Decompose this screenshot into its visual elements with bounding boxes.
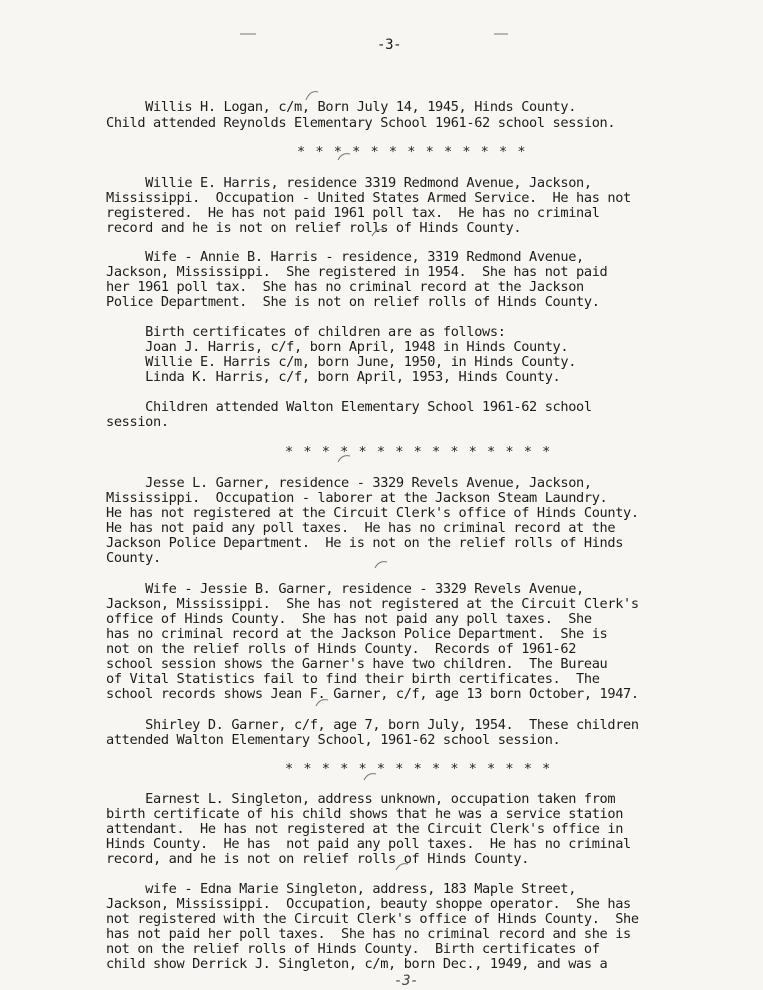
- text-line: Mississippi. Occupation - laborer at the Jackson Steam Laundry.: [106, 490, 608, 506]
- text-line: school session shows the Garner's have two children. The Bureau: [106, 656, 608, 672]
- text-line: He has not registered at the Circuit Clerk's office of Hinds County.: [106, 505, 639, 521]
- text-line: Jackson, Mississippi. She registered in 1954. She has not paid: [106, 264, 608, 280]
- separator-stars: * * * * * * * * * * * * * * *: [285, 444, 552, 460]
- text-line: Shirley D. Garner, c/f, age 7, born July, 1954. These children: [106, 717, 639, 733]
- text-line: Jackson, Mississippi. Occupation, beauty shoppe operator. She has: [106, 896, 631, 912]
- text-line: Jesse L. Garner, residence - 3329 Revels Avenue, Jackson,: [106, 475, 592, 491]
- text-line: Willie E. Harris c/m, born June, 1950, in Hinds County.: [106, 354, 577, 370]
- text-line: not registered with the Circuit Clerk's office of Hinds County. She: [106, 911, 639, 927]
- text-line: Mississippi. Occupation - United States Armed Service. He has not: [106, 190, 631, 206]
- text-line: record and he is not on relief rolls of Hinds County.: [106, 220, 522, 236]
- text-line: record, and he is not on relief rolls of Hinds County.: [106, 851, 530, 867]
- text-line: Police Department. She is not on relief rolls of Hinds County.: [106, 294, 600, 310]
- text-line: school records shows Jean F. Garner, c/f, age 13 born October, 1947.: [106, 686, 639, 702]
- text-line: Jackson, Mississippi. She has not registered at the Circuit Clerk's: [106, 596, 639, 612]
- page-number-top: -3-: [377, 37, 402, 53]
- text-line: registered. He has not paid 1961 poll tax. He has no criminal: [106, 205, 600, 221]
- text-line: not on the relief rolls of Hinds County. Birth certificates of: [106, 941, 600, 957]
- text-line: Hinds County. He has not paid any poll taxes. He has no criminal: [106, 836, 631, 852]
- text-line: Children attended Walton Elementary School 1961-62 school: [106, 399, 592, 415]
- text-line: Birth certificates of children are as follows:: [106, 324, 506, 340]
- text-line: Willis H. Logan, c/m, Born July 14, 1945, Hinds County.: [106, 99, 577, 115]
- text-line: of Vital Statistics fail to find their birth certificates. The: [106, 671, 600, 687]
- text-line: Wife - Annie B. Harris - residence, 3319 Redmond Avenue,: [106, 249, 584, 265]
- page-number-bottom: -3-: [394, 973, 419, 989]
- text-line: attendant. He has not registered at the Circuit Clerk's office in: [106, 821, 624, 837]
- text-line: child show Derrick J. Singleton, c/m, born Dec., 1949, and was a: [106, 956, 608, 972]
- text-line: Wife - Jessie B. Garner, residence - 3329 Revels Avenue,: [106, 581, 584, 597]
- text-line: her 1961 poll tax. She has no criminal record at the Jackson: [106, 279, 584, 295]
- text-line: County.: [106, 550, 161, 566]
- separator-stars: * * * * * * * * * * * * * * *: [285, 761, 552, 777]
- text-line: office of Hinds County. She has not paid any poll taxes. She: [106, 611, 592, 627]
- text-line: session.: [106, 414, 169, 430]
- text-line: Linda K. Harris, c/f, born April, 1953, Hinds County.: [106, 369, 561, 385]
- text-line: attended Walton Elementary School, 1961-62 school session.: [106, 732, 561, 748]
- text-line: Earnest L. Singleton, address unknown, occupation taken from: [106, 791, 616, 807]
- text-line: has no criminal record at the Jackson Police Department. She is: [106, 626, 608, 642]
- text-line: Willie E. Harris, residence 3319 Redmond Avenue, Jackson,: [106, 175, 592, 191]
- separator-stars: * * * * * * * * * * * * *: [297, 144, 527, 160]
- text-line: Child attended Reynolds Elementary School 1961-62 school session.: [106, 115, 616, 131]
- text-line: Joan J. Harris, c/f, born April, 1948 in Hinds County.: [106, 339, 569, 355]
- text-line: birth certificate of his child shows that he was a service station: [106, 806, 624, 822]
- text-line: not on the relief rolls of Hinds County. Records of 1961-62: [106, 641, 577, 657]
- text-line: Jackson Police Department. He is not on the relief rolls of Hinds: [106, 535, 624, 551]
- text-line: wife - Edna Marie Singleton, address, 183 Maple Street,: [106, 881, 577, 897]
- text-line: has not paid her poll taxes. She has no criminal record and she is: [106, 926, 631, 942]
- text-line: He has not paid any poll taxes. He has no criminal record at the: [106, 520, 616, 536]
